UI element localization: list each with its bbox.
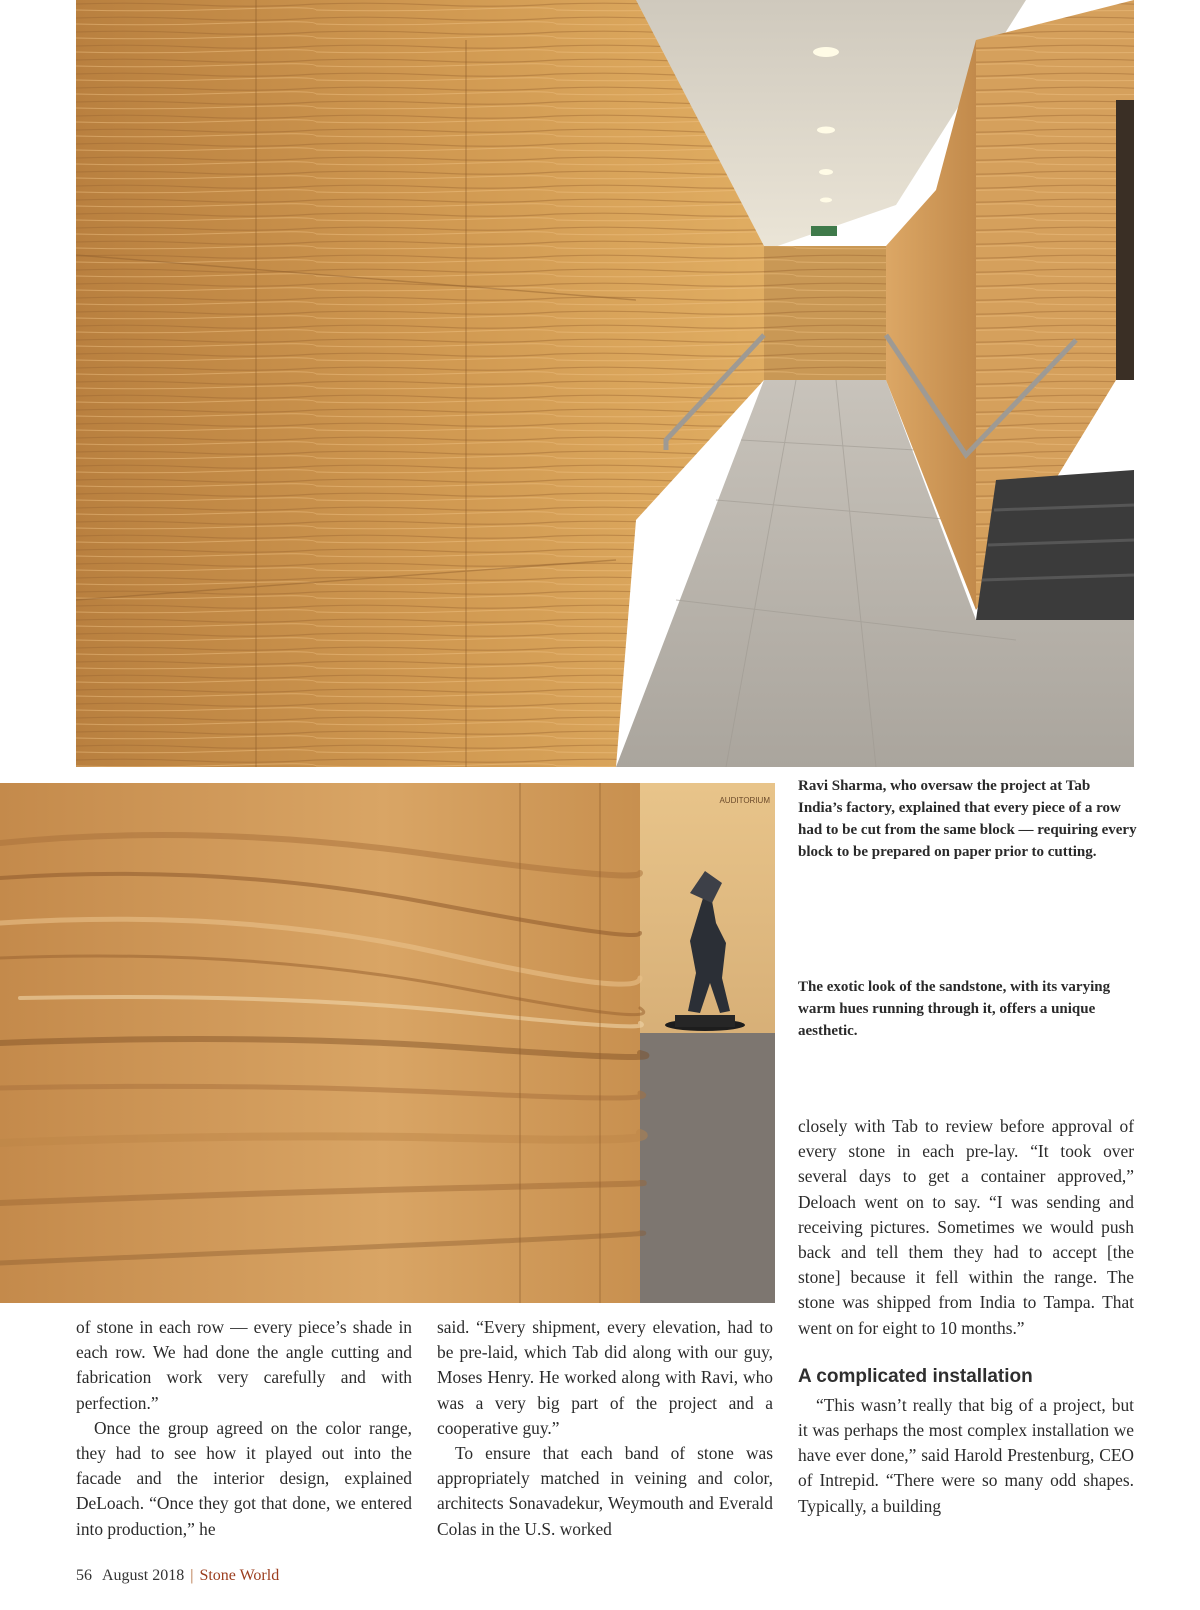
corridor-illustration [76, 0, 1134, 767]
footer-separator: | [190, 1567, 194, 1584]
text-column-1 [76, 1315, 412, 1542]
paragraph: closely with Tab to review before approval of every stone in each pre-lay. “It took over several days to get a container approved,” Deloach went on to say. “I was sending and receiving pictures. Sometimes we would push back and tell them they had to accept [the stone] because it fell within the range. The stone was shipped from India to Tampa. That went on for eight to 10 months.” [798, 1116, 1134, 1338]
page-number: 56 [76, 1567, 92, 1584]
paragraph: of stone in each row — every piece’s shade in each row. We had done the angle cutting and fabrication work very carefully and with perfection.” [76, 1317, 412, 1413]
sandstone-wall-photo [0, 783, 775, 1303]
corridor-photo [76, 0, 1134, 767]
paragraph: said. “Every shipment, every elevation, had to be pre-laid, which Tab did along with our guy, Moses Henry. He worked along with Ravi, who was a very big part of the project and a cooperative guy.” [437, 1317, 773, 1438]
paragraph: Once the group agreed on the color range, they had to see how it played out into the facade and the interior design, explained DeLoach. “Once they got that done, we entered into production,” he [76, 1417, 412, 1539]
text-column-3 [798, 1114, 1134, 1519]
page-footer [76, 1567, 279, 1585]
magazine-name: Stone World [199, 1567, 280, 1584]
auditorium-sign: AUDITORIUM [719, 796, 770, 805]
paragraph: To ensure that each band of stone was appropriately matched in veining and color, architects Sonavadekur, Weymouth and Everald Colas in the U.S. worked [437, 1443, 773, 1539]
sandstone-illustration [0, 783, 775, 1303]
issue-date: August 2018 [102, 1567, 185, 1584]
section-subhead: A complicated installation [798, 1365, 1033, 1387]
photo-caption-2: The exotic look of the sandstone, with its varying warm hues running through it, offers a unique aesthetic. [798, 979, 1111, 1039]
paragraph: “This wasn’t really that big of a project, but it was perhaps the most complex installation we have ever done,” said Harold Prestenburg, CEO of Intrepid. “There were so many odd shapes. Typically, a building [798, 1394, 1134, 1516]
text-column-2 [437, 1315, 773, 1542]
photo-caption-1: Ravi Sharma, who oversaw the project at Tab India’s factory, explained that every piece of a row had to be cut from the same block — requiring every block to be prepared on paper prior to cutting. [798, 778, 1137, 860]
